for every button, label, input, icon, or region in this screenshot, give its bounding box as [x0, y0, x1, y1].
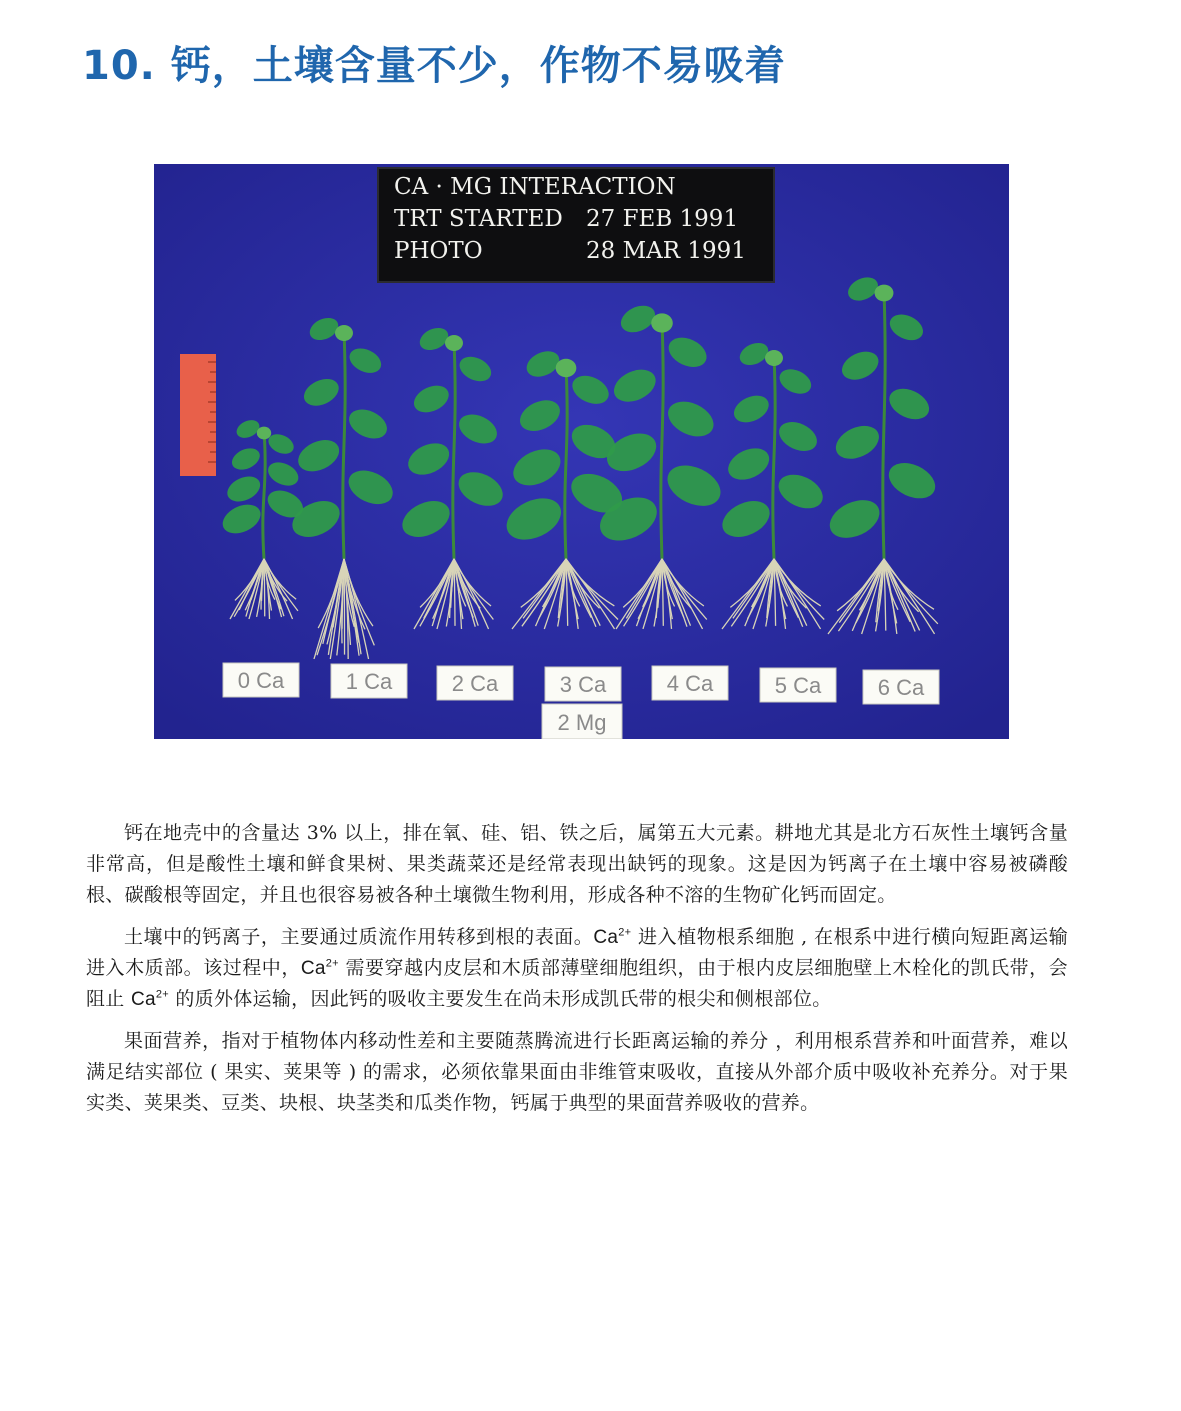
treatment-card [223, 663, 299, 697]
treatment-card [545, 667, 621, 701]
p2-text-a: 土壤中的钙离子，主要通过质流作用转移到根的表面。 [124, 926, 594, 948]
sign-line-1: CA · MG INTERACTION [394, 174, 676, 200]
mg-label: 2 Mg [557, 710, 607, 735]
ca-ion: Ca [593, 927, 619, 948]
treatment-label: 0 Ca [237, 668, 285, 693]
ruler [180, 354, 216, 476]
sign-line-2-date: 27 FEB 1991 [586, 206, 739, 232]
leaf-tip [556, 359, 577, 377]
treatment-card [760, 668, 836, 702]
sign-line-2-label: TRT STARTED [394, 206, 563, 232]
ca-charge: 2+ [155, 988, 169, 1001]
treatment-card [331, 664, 407, 698]
sign-line-3-date: 28 MAR 1991 [586, 238, 746, 264]
paragraph-fruit-surface-nutrition: 果面营养，指对于植物体内移动性差和主要随蒸腾流进行长距离运输的养分 ，利用根系营养和叶面营养，难以满足结实部位 ( 果实、荚果等 ) 的需求，必须依靠果面由非维管束吸收，直接从外部介质中吸收补充养分。对于果实类、荚果类、豆类、块根、块茎类和瓜类作物，钙属于典型的果面营养吸收的营养。 [86, 1030, 1068, 1114]
page-title: 10. 钙，土壤含量不少，作物不易吸着 [82, 43, 786, 89]
sign-board [378, 168, 774, 282]
leaf-tip [765, 350, 783, 366]
p2-text-c: 需要穿越内皮层和木质部薄壁细胞组织，由于根内皮层细胞壁上木栓化的凯氏带，会阻止 [86, 957, 1068, 1010]
treatment-card [652, 666, 728, 700]
ca-ion: Ca [300, 958, 326, 979]
sign-line-3-label: PHOTO [394, 238, 483, 264]
ca-ion: Ca [130, 989, 156, 1010]
ca-charge: 2+ [325, 957, 339, 970]
mg-label-card [542, 704, 622, 739]
treatment-label: 5 Ca [774, 673, 822, 698]
leaf-tip [651, 313, 673, 332]
treatment-label: 2 Ca [451, 671, 499, 696]
treatment-label: 3 Ca [559, 672, 607, 697]
treatment-label: 4 Ca [666, 671, 714, 696]
ca-charge: 2+ [618, 926, 632, 939]
treatment-label: 6 Ca [877, 675, 925, 700]
leaf-tip [257, 427, 271, 440]
treatment-card [863, 670, 939, 704]
leaf-tip [445, 335, 463, 351]
p2-text-d: 的质外体运输，因此钙的吸收主要发生在尚未形成凯氏带的根尖和侧根部位。 [169, 988, 832, 1010]
plant-photo [154, 164, 1009, 739]
paragraph-calcium-uptake [86, 922, 1068, 1015]
leaf-tip [875, 285, 894, 302]
treatment-card [437, 666, 513, 700]
article-body [86, 818, 1068, 1130]
p2-text-b: 进入植物根系细胞 , 在根系中进行横向短距离运输进入木质部。该过程中， [86, 926, 1068, 979]
treatment-label: 1 Ca [345, 669, 393, 694]
paragraph-calcium-abundance: 钙在地壳中的含量达 3% 以上，排在氧、硅、铝、铁之后，属第五大元素。耕地尤其是北方石灰性土壤钙含量非常高，但是酸性土壤和鲜食果树、果类蔬菜还是经常表现出缺钙的现象。这是因为钙离子在土壤中容易被磷酸根、碳酸根等固定，并且也很容易被各种土壤微生物利用，形成各种不溶的生物矿化钙而固定。 [86, 822, 1068, 906]
leaf-tip [335, 325, 353, 341]
